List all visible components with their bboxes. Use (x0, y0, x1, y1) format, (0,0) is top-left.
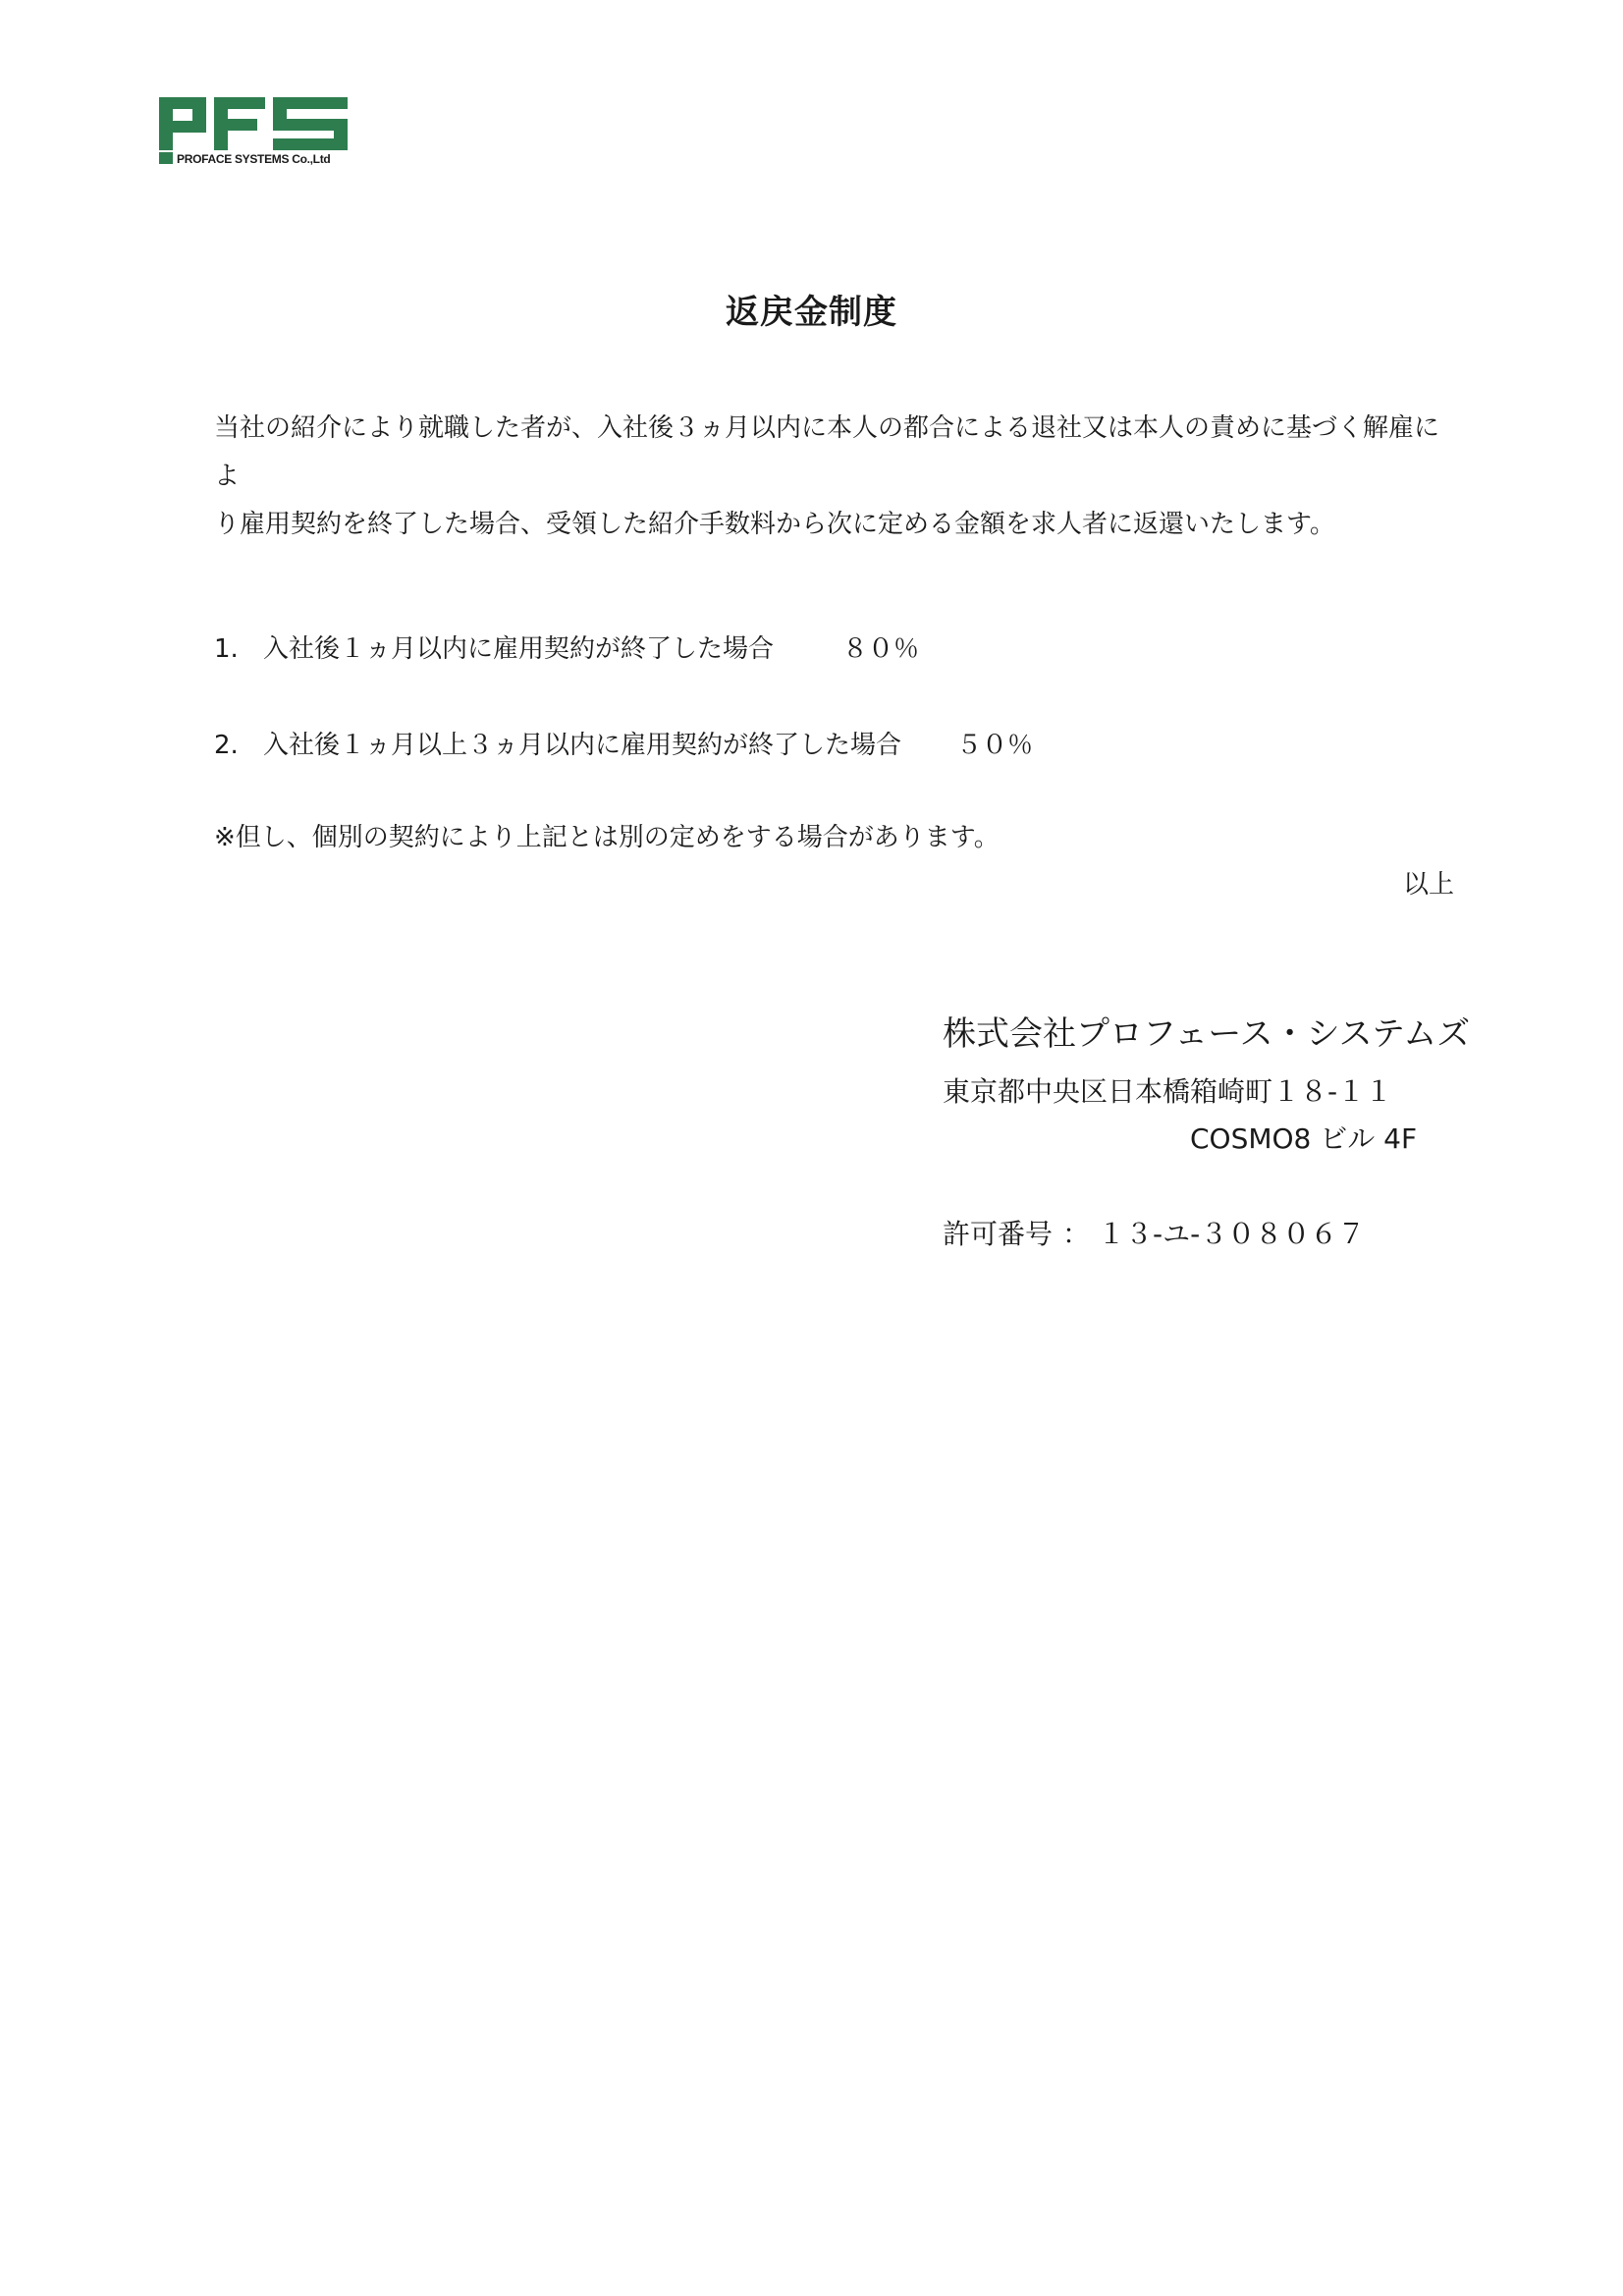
item-text: 入社後１ヵ月以上３ヵ月以内に雇用契約が終了した場合 (263, 731, 902, 760)
address-line-1: 東京都中央区日本橋箱崎町１８-１１ (943, 1075, 1393, 1108)
intro-paragraph (214, 405, 1461, 549)
license-label: 許可番号 (943, 1218, 1054, 1250)
license-number: １３-ユ-３０８０６７ (1098, 1218, 1366, 1250)
address-line-2: COSMO8 ビル 4F (1190, 1122, 1418, 1155)
company-name: 株式会社プロフェース・システムズ (943, 1014, 1471, 1054)
refund-item-1 (214, 629, 920, 665)
refund-item-2 (214, 725, 1034, 761)
logo-company-text: PROFACE SYSTEMS Co.,Ltd (177, 152, 331, 166)
intro-line-2: り雇用契約を終了した場合、受領した紹介手数料から次に定める金額を求人者に返還いたします。 (214, 510, 1335, 539)
note-text: ※但し、個別の契約により上記とは別の定めをする場合があります。 (214, 823, 1000, 852)
pfs-logo-icon (155, 93, 352, 168)
item-number: 1. (214, 634, 239, 664)
page-title: 返戻金制度 (726, 293, 897, 332)
item-percent: ５０％ (956, 731, 1034, 760)
closing-mark: 以上 (1402, 870, 1454, 900)
license-info: 許可番号 ： １３-ユ-３０８０６７ (943, 1218, 1366, 1250)
item-text: 入社後１ヵ月以内に雇用契約が終了した場合 (263, 634, 775, 664)
company-logo (155, 93, 352, 168)
intro-line-1: 当社の紹介により就職した者が、入社後３ヵ月以内に本人の都合による退社又は本人の責めに基づく解雇によ (214, 413, 1440, 491)
item-percent: ８０％ (842, 634, 920, 664)
item-number: 2. (214, 731, 239, 760)
